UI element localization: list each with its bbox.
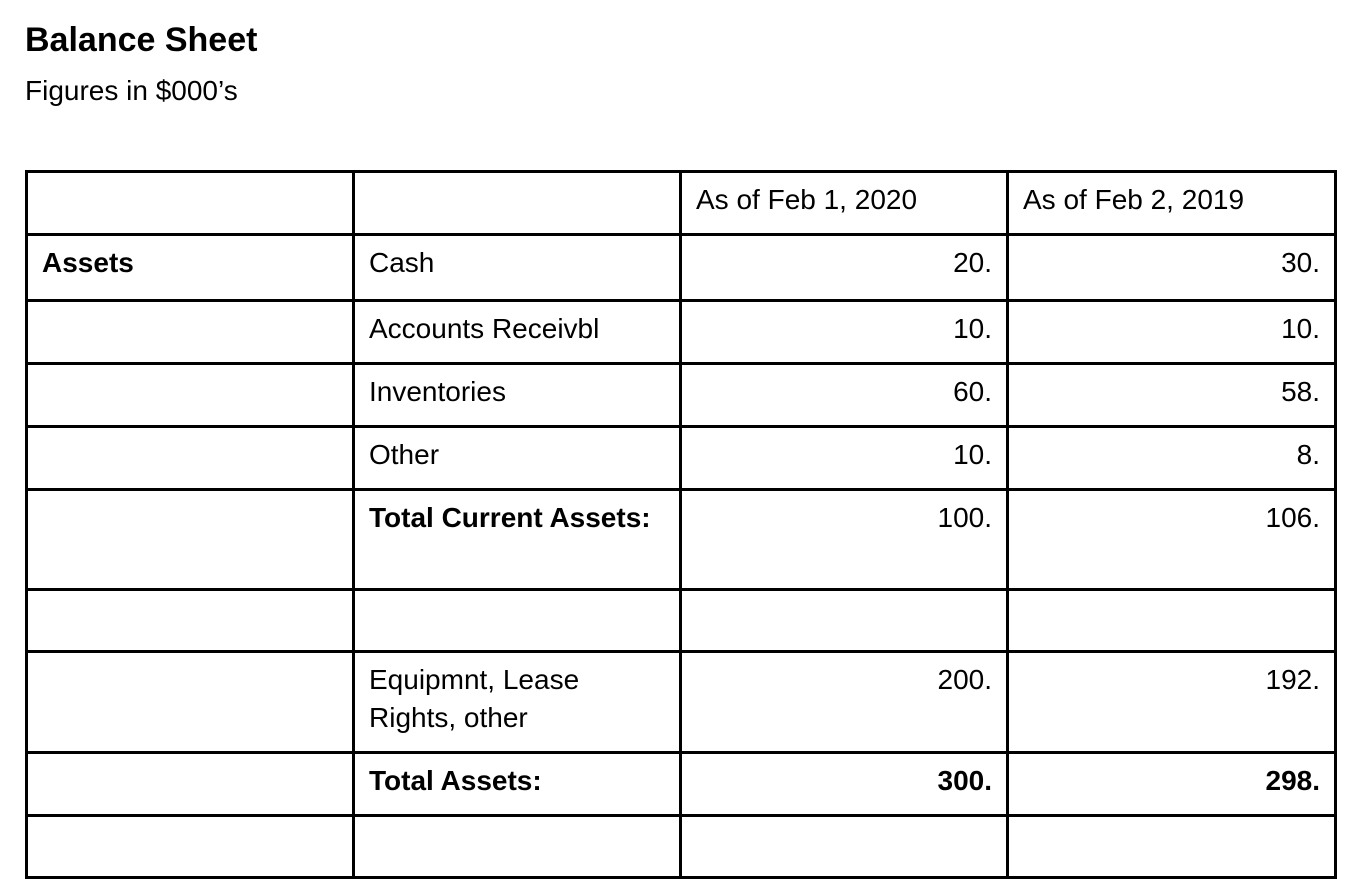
section-cell [27,427,354,490]
value-2019: 10. [1008,301,1336,364]
row-label-total-current-assets: Total Current Assets: [354,490,681,590]
header-cell-section [27,172,354,235]
balance-sheet-table [25,170,1337,879]
table-row [27,652,1336,753]
table-row [27,490,1336,590]
row-label-total-assets: Total Assets: [354,753,681,816]
value-2019: 30. [1008,235,1336,301]
page-subtitle: Figures in $000’s [25,75,238,106]
section-cell [27,364,354,427]
section-cell [27,753,354,816]
table-row [27,427,1336,490]
section-cell [27,816,354,878]
section-cell [27,652,354,753]
table-row [27,816,1336,878]
row-label [354,816,681,878]
row-label: Inventories [354,364,681,427]
table-header-row [27,172,1336,235]
section-cell [27,301,354,364]
value-2020: 200. [681,652,1008,753]
table-row [27,590,1336,652]
table-row [27,364,1336,427]
header-cell-2019: As of Feb 2, 2019 [1008,172,1336,235]
value-2020: 100. [681,490,1008,590]
value-2020 [681,816,1008,878]
value-2020: 300. [681,753,1008,816]
row-label: Accounts Receivbl [354,301,681,364]
value-2019: 298. [1008,753,1336,816]
value-2019: 192. [1008,652,1336,753]
value-2020: 20. [681,235,1008,301]
value-2020 [681,590,1008,652]
section-cell [27,490,354,590]
header-cell-label [354,172,681,235]
value-2020: 60. [681,364,1008,427]
table-row [27,753,1336,816]
value-2019: 106. [1008,490,1336,590]
section-label-assets: Assets [27,235,354,301]
row-label: Cash [354,235,681,301]
value-2019 [1008,816,1336,878]
value-2019: 58. [1008,364,1336,427]
value-2020: 10. [681,427,1008,490]
table-row [27,301,1336,364]
value-2019 [1008,590,1336,652]
page-title: Balance Sheet [25,21,258,59]
value-2020: 10. [681,301,1008,364]
row-label [354,590,681,652]
value-2019: 8. [1008,427,1336,490]
row-label: Other [354,427,681,490]
row-label: Equipmnt, Lease Rights, other [354,652,681,753]
section-cell [27,590,354,652]
table-row [27,235,1336,301]
header-cell-2020: As of Feb 1, 2020 [681,172,1008,235]
